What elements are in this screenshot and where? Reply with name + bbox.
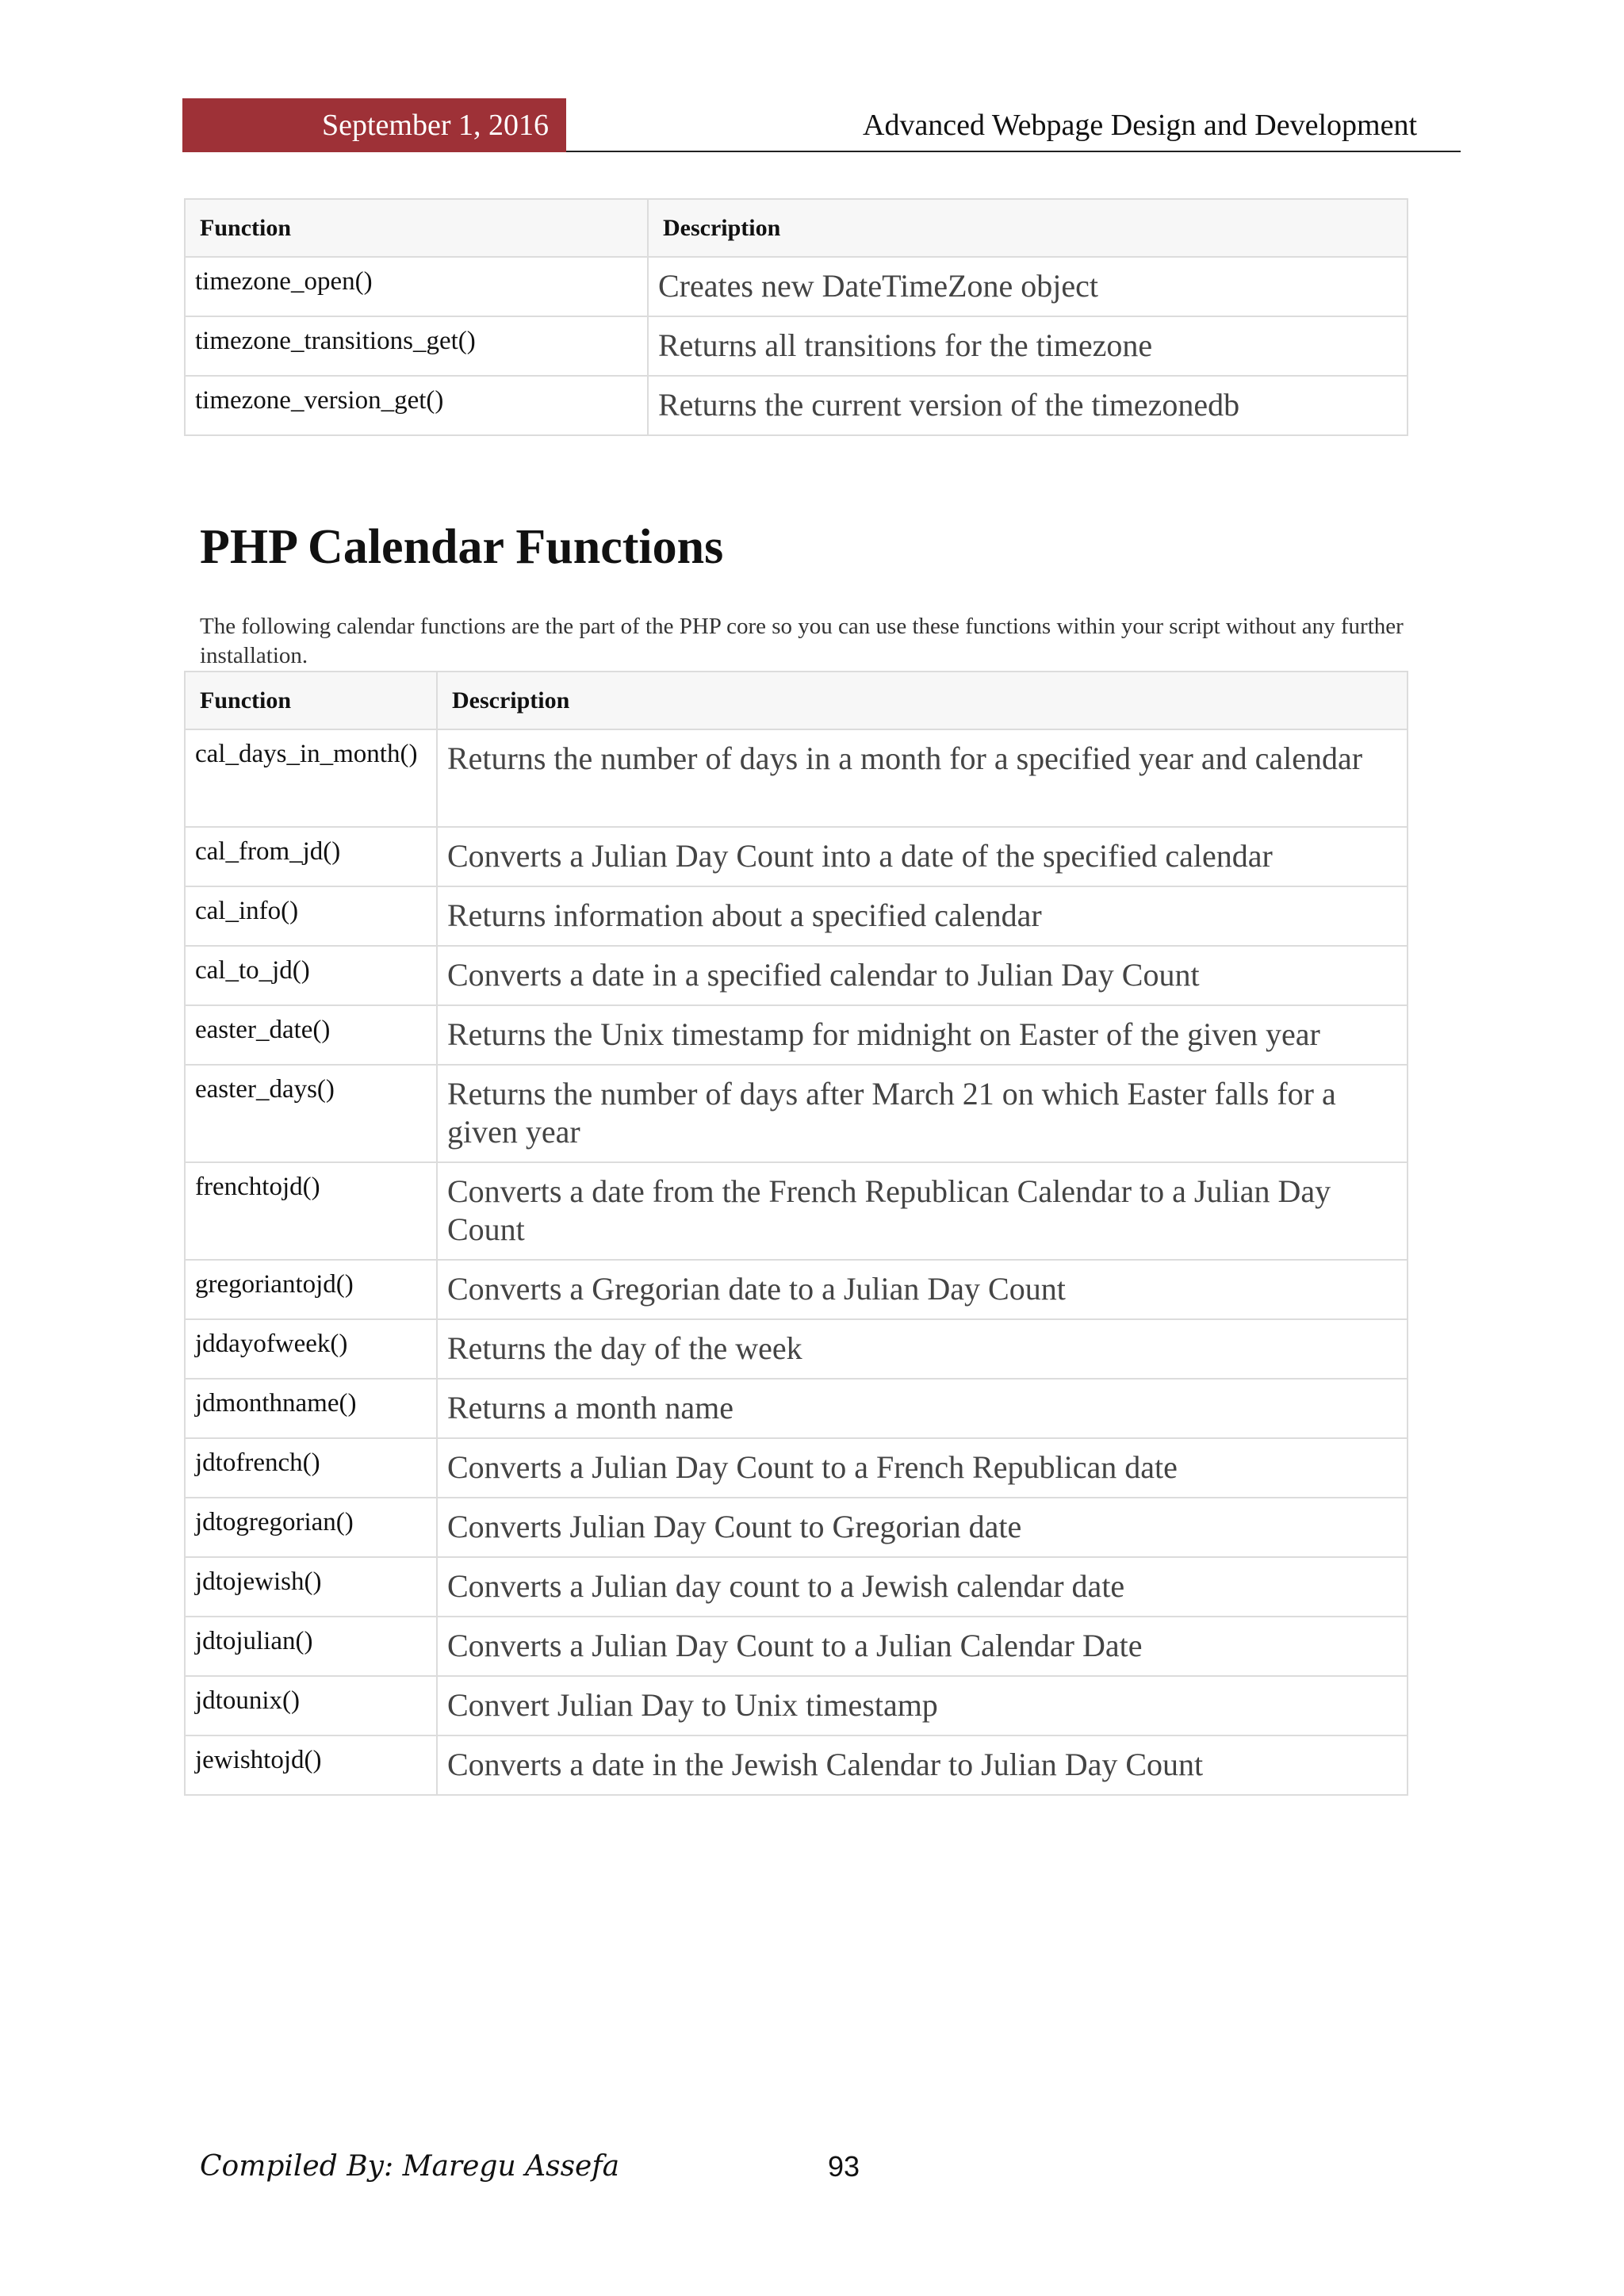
table-row xyxy=(185,376,1408,435)
function-description: Converts a date in the Jewish Calendar to Julian Day Count xyxy=(437,1735,1408,1795)
header-title: Advanced Webpage Design and Development xyxy=(863,109,1418,142)
header-date: September 1, 2016 xyxy=(182,98,566,152)
column-header-function: Function xyxy=(185,672,437,729)
function-name: timezone_open() xyxy=(185,257,648,316)
table-row xyxy=(185,886,1408,946)
function-description: Convert Julian Day to Unix timestamp xyxy=(437,1676,1408,1735)
function-description: Returns the number of days in a month for a specified year and calendar xyxy=(437,729,1408,827)
function-name: cal_from_jd() xyxy=(185,827,437,886)
function-description: Returns all transitions for the timezone xyxy=(648,316,1408,376)
function-description: Returns a month name xyxy=(437,1379,1408,1438)
function-name: timezone_transitions_get() xyxy=(185,316,648,376)
table-row xyxy=(185,1260,1408,1319)
function-name: cal_to_jd() xyxy=(185,946,437,1005)
table-row xyxy=(185,946,1408,1005)
table-header-row xyxy=(185,672,1408,729)
function-name: timezone_version_get() xyxy=(185,376,648,435)
header-divider xyxy=(566,151,1461,152)
function-description: Converts a date from the French Republican Calendar to a Julian Day Count xyxy=(437,1162,1408,1260)
column-header-description: Description xyxy=(437,672,1408,729)
table-row xyxy=(185,1735,1408,1795)
function-name: cal_days_in_month() xyxy=(185,729,437,827)
table-row xyxy=(185,1319,1408,1379)
function-description: Converts a Julian Day Count into a date of the specified calendar xyxy=(437,827,1408,886)
function-description: Converts a Julian Day Count to a French Republican date xyxy=(437,1438,1408,1498)
column-header-description: Description xyxy=(648,199,1408,257)
table-row xyxy=(185,1498,1408,1557)
function-name: jddayofweek() xyxy=(185,1319,437,1379)
function-description: Converts a Gregorian date to a Julian Day Count xyxy=(437,1260,1408,1319)
function-description: Returns information about a specified calendar xyxy=(437,886,1408,946)
table-row xyxy=(185,729,1408,827)
table-row xyxy=(185,1065,1408,1162)
page-number: 93 xyxy=(828,2150,860,2183)
function-description: Returns the current version of the timezonedb xyxy=(648,376,1408,435)
function-name: easter_date() xyxy=(185,1005,437,1065)
calendar-functions-table xyxy=(184,671,1408,1796)
table-row xyxy=(185,1379,1408,1438)
table-row xyxy=(185,257,1408,316)
function-name: cal_info() xyxy=(185,886,437,946)
function-description: Converts a Julian day count to a Jewish calendar date xyxy=(437,1557,1408,1617)
function-name: easter_days() xyxy=(185,1065,437,1162)
function-name: jewishtojd() xyxy=(185,1735,437,1795)
timezone-functions-table xyxy=(184,198,1408,436)
table-row xyxy=(185,1438,1408,1498)
table-header-row xyxy=(185,199,1408,257)
function-name: jdmonthname() xyxy=(185,1379,437,1438)
function-name: gregoriantojd() xyxy=(185,1260,437,1319)
function-description: Returns the number of days after March 21 on which Easter falls for a given year xyxy=(437,1065,1408,1162)
table-row xyxy=(185,316,1408,376)
table-row xyxy=(185,1005,1408,1065)
function-description: Returns the Unix timestamp for midnight on Easter of the given year xyxy=(437,1005,1408,1065)
function-description: Converts Julian Day Count to Gregorian date xyxy=(437,1498,1408,1557)
function-name: jdtofrench() xyxy=(185,1438,437,1498)
function-name: jdtojulian() xyxy=(185,1617,437,1676)
function-description: Returns the day of the week xyxy=(437,1319,1408,1379)
table-row xyxy=(185,1617,1408,1676)
column-header-function: Function xyxy=(185,199,648,257)
function-name: jdtogregorian() xyxy=(185,1498,437,1557)
function-description: Converts a date in a specified calendar to Julian Day Count xyxy=(437,946,1408,1005)
function-description: Converts a Julian Day Count to a Julian Calendar Date xyxy=(437,1617,1408,1676)
function-name: frenchtojd() xyxy=(185,1162,437,1260)
function-name: jdtounix() xyxy=(185,1676,437,1735)
function-description: Creates new DateTimeZone object xyxy=(648,257,1408,316)
table-row xyxy=(185,1162,1408,1260)
section-intro: The following calendar functions are the part of the PHP core so you can use these functions within your script without any further installation. xyxy=(200,614,1404,668)
section-heading: PHP Calendar Functions xyxy=(200,520,724,574)
footer-author: Compiled By: Maregu Assefa xyxy=(200,2150,620,2183)
table-row xyxy=(185,827,1408,886)
table-row xyxy=(185,1557,1408,1617)
table-row xyxy=(185,1676,1408,1735)
function-name: jdtojewish() xyxy=(185,1557,437,1617)
